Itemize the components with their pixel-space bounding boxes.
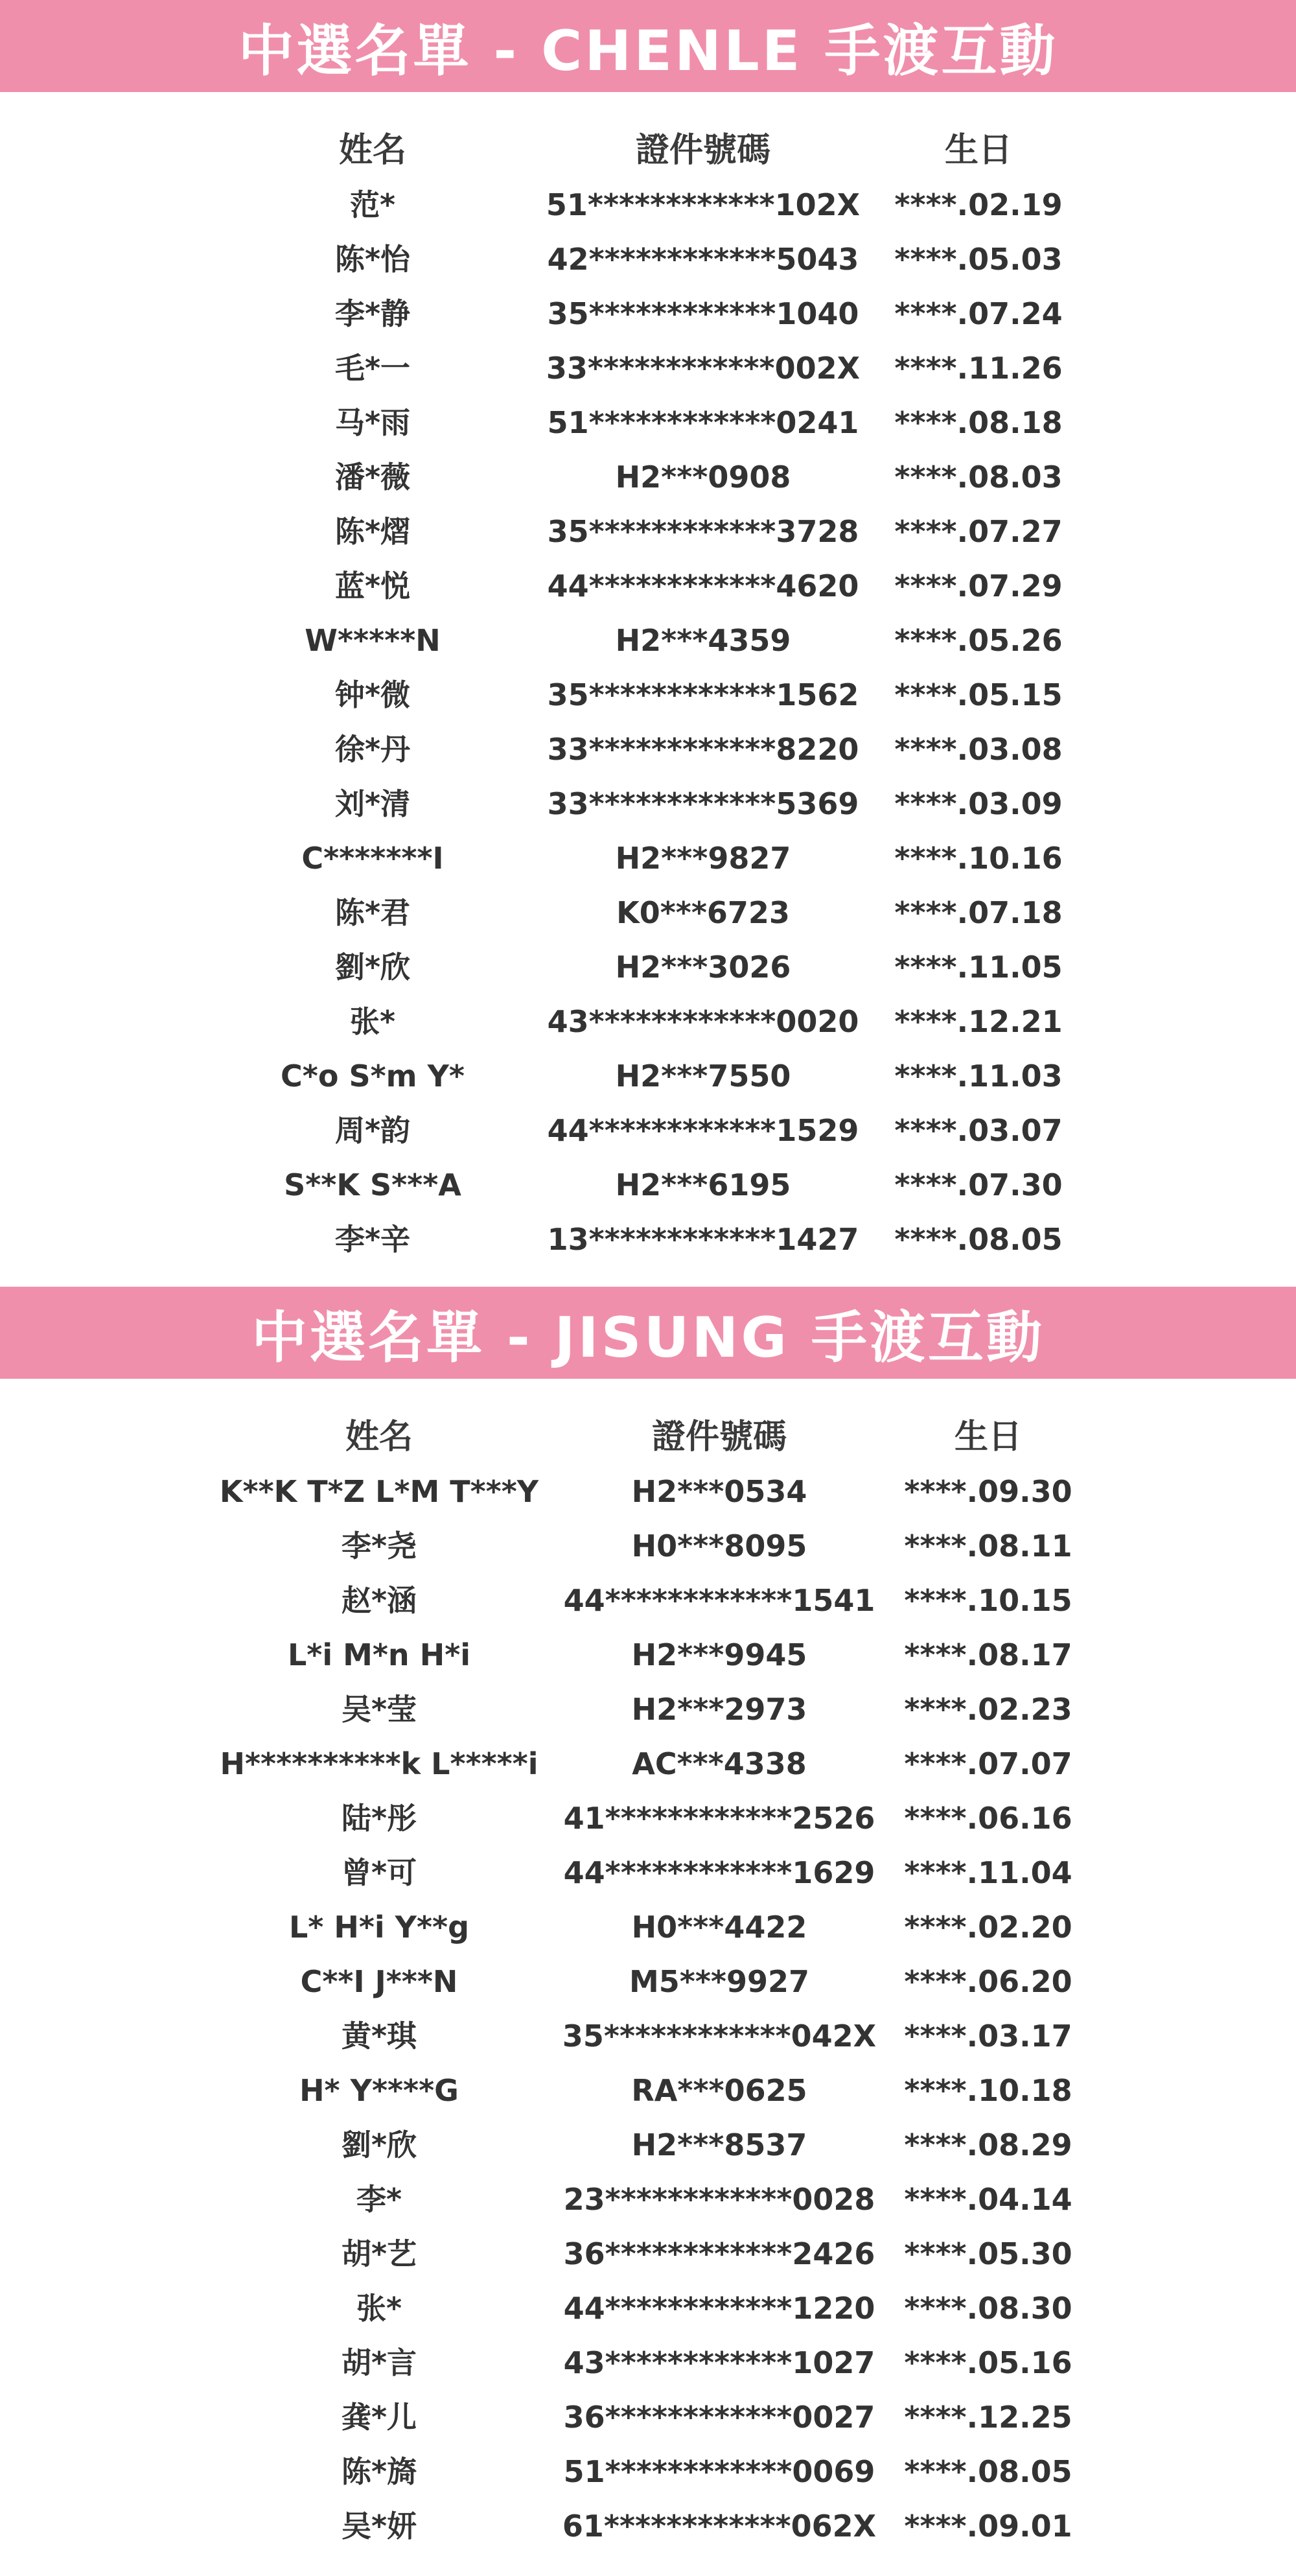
row-birthday: ****.05.16 bbox=[904, 2345, 1072, 2380]
table-header bbox=[0, 123, 1296, 178]
table-row bbox=[0, 232, 1296, 287]
row-id-number: H0***8095 bbox=[631, 1528, 807, 1563]
row-birthday: ****.09.30 bbox=[904, 1474, 1072, 1509]
row-name: 黄*琪 bbox=[341, 2019, 417, 2054]
table-row bbox=[0, 885, 1296, 940]
row-name: C*o S*m Y* bbox=[281, 1059, 465, 1094]
row-id-number: H2***3026 bbox=[615, 950, 791, 985]
row-birthday: ****.02.19 bbox=[894, 187, 1063, 222]
table-row bbox=[0, 1158, 1296, 1212]
row-name: 吴*妍 bbox=[341, 2509, 417, 2544]
row-birthday: ****.08.05 bbox=[904, 2454, 1072, 2489]
row-birthday: ****.07.30 bbox=[894, 1167, 1063, 1202]
winner-list-jisung bbox=[0, 1287, 1296, 2553]
row-birthday: ****.08.17 bbox=[904, 1637, 1072, 1672]
row-birthday: ****.12.25 bbox=[904, 2400, 1072, 2435]
row-id-number: H2***0908 bbox=[615, 460, 791, 495]
row-name: 劉*欣 bbox=[334, 950, 411, 985]
row-name: 吴*莹 bbox=[341, 1692, 417, 1727]
header-name: 姓名 bbox=[345, 1418, 413, 1457]
table-row bbox=[0, 1900, 1296, 1954]
table-row bbox=[0, 1103, 1296, 1158]
row-id-number: 42************5043 bbox=[547, 242, 859, 277]
row-name: 陈*熠 bbox=[334, 514, 411, 549]
row-name: 赵*涵 bbox=[341, 1583, 417, 1618]
table-row bbox=[0, 2281, 1296, 2336]
table-row bbox=[0, 504, 1296, 559]
row-id-number: 41************2526 bbox=[563, 1801, 875, 1836]
row-name: 陈*君 bbox=[334, 895, 411, 930]
row-birthday: ****.08.29 bbox=[904, 2127, 1072, 2162]
table-row bbox=[0, 178, 1296, 232]
table-row bbox=[0, 722, 1296, 777]
row-birthday: ****.05.30 bbox=[904, 2236, 1072, 2271]
table-row bbox=[0, 1519, 1296, 1573]
header-name: 姓名 bbox=[338, 131, 406, 170]
row-id-number: 44************4620 bbox=[547, 568, 859, 603]
row-birthday: ****.11.03 bbox=[894, 1059, 1063, 1094]
row-birthday: ****.04.14 bbox=[904, 2182, 1072, 2217]
row-birthday: ****.02.23 bbox=[904, 1692, 1072, 1727]
row-birthday: ****.09.01 bbox=[904, 2509, 1072, 2544]
row-birthday: ****.05.03 bbox=[894, 242, 1063, 277]
row-name: 刘*清 bbox=[334, 786, 411, 821]
row-id-number: 44************1220 bbox=[563, 2291, 875, 2326]
table-row bbox=[0, 831, 1296, 885]
row-id-number: 35************042X bbox=[562, 2019, 877, 2054]
row-id-number: 51************0069 bbox=[563, 2454, 875, 2489]
row-birthday: ****.06.20 bbox=[904, 1964, 1072, 1999]
table-row bbox=[0, 1845, 1296, 1900]
row-birthday: ****.05.26 bbox=[894, 623, 1063, 658]
row-name: 胡*艺 bbox=[341, 2236, 417, 2271]
row-id-number: 61************062X bbox=[562, 2509, 877, 2544]
table-row bbox=[0, 1212, 1296, 1267]
table-row bbox=[0, 1573, 1296, 1628]
row-id-number: H2***6195 bbox=[615, 1167, 791, 1202]
row-id-number: 44************1541 bbox=[563, 1583, 875, 1618]
row-id-number: 33************5369 bbox=[547, 786, 859, 821]
row-birthday: ****.10.16 bbox=[894, 841, 1063, 876]
row-name: 李* bbox=[356, 2182, 402, 2217]
table-body bbox=[0, 178, 1296, 1267]
row-id-number: 43************1027 bbox=[563, 2345, 875, 2380]
row-birthday: ****.02.20 bbox=[904, 1910, 1072, 1945]
row-birthday: ****.08.18 bbox=[894, 405, 1063, 440]
header-birthday: 生日 bbox=[944, 131, 1012, 170]
row-id-number: 35************3728 bbox=[547, 514, 859, 549]
row-name: 蓝*悦 bbox=[334, 568, 411, 603]
section-title-banner: 中選名單 - JISUNG 手渡互動 bbox=[0, 1287, 1296, 1379]
row-name: 张* bbox=[356, 2291, 402, 2326]
row-id-number: 33************002X bbox=[546, 351, 861, 386]
row-id-number: 51************102X bbox=[546, 187, 861, 222]
table-row bbox=[0, 1464, 1296, 1519]
row-birthday: ****.08.05 bbox=[894, 1222, 1063, 1257]
row-id-number: H0***4422 bbox=[631, 1910, 807, 1945]
row-birthday: ****.03.09 bbox=[894, 786, 1063, 821]
row-name: H**********k L*****i bbox=[220, 1746, 538, 1781]
row-name: W*****N bbox=[305, 623, 441, 658]
row-birthday: ****.11.26 bbox=[894, 351, 1063, 386]
row-birthday: ****.07.24 bbox=[894, 296, 1063, 331]
row-name: C**I J***N bbox=[300, 1964, 458, 1999]
row-id-number: 35************1562 bbox=[547, 677, 859, 712]
table-row bbox=[0, 450, 1296, 504]
row-name: 陈*旖 bbox=[341, 2454, 417, 2489]
table-row bbox=[0, 2444, 1296, 2499]
header-birthday: 生日 bbox=[954, 1418, 1022, 1457]
row-id-number: K0***6723 bbox=[616, 895, 790, 930]
row-id-number: 35************1040 bbox=[547, 296, 859, 331]
table-row bbox=[0, 2063, 1296, 2118]
table-row bbox=[0, 2499, 1296, 2553]
row-name: 潘*薇 bbox=[334, 460, 411, 495]
row-id-number: 51************0241 bbox=[547, 405, 859, 440]
table-row bbox=[0, 2227, 1296, 2281]
row-name: H* Y****G bbox=[299, 2073, 459, 2108]
row-name: 钟*微 bbox=[334, 677, 411, 712]
row-name: 范* bbox=[349, 187, 396, 222]
row-id-number: H2***2973 bbox=[631, 1692, 807, 1727]
row-name: 李*尧 bbox=[341, 1528, 417, 1563]
table-row bbox=[0, 1682, 1296, 1737]
row-birthday: ****.03.08 bbox=[894, 732, 1063, 767]
row-birthday: ****.03.17 bbox=[904, 2019, 1072, 2054]
row-name: 劉*欣 bbox=[341, 2127, 417, 2162]
table-row bbox=[0, 668, 1296, 722]
row-birthday: ****.08.11 bbox=[904, 1528, 1072, 1563]
row-id-number: 44************1529 bbox=[547, 1113, 859, 1148]
row-id-number: 13************1427 bbox=[547, 1222, 859, 1257]
row-birthday: ****.10.18 bbox=[904, 2073, 1072, 2108]
row-name: 李*静 bbox=[334, 296, 411, 331]
row-birthday: ****.08.03 bbox=[894, 460, 1063, 495]
row-id-number: H2***8537 bbox=[631, 2127, 807, 2162]
row-id-number: 33************8220 bbox=[547, 732, 859, 767]
row-name: 曾*可 bbox=[341, 1855, 417, 1890]
row-name: 陈*怡 bbox=[334, 242, 411, 277]
winner-table bbox=[0, 1410, 1296, 2553]
row-name: 陆*彤 bbox=[341, 1801, 417, 1836]
section-title-banner: 中選名單 - CHENLE 手渡互動 bbox=[0, 0, 1296, 92]
table-row bbox=[0, 341, 1296, 395]
row-birthday: ****.07.29 bbox=[894, 568, 1063, 603]
row-id-number: RA***0625 bbox=[631, 2073, 807, 2108]
row-id-number: H2***9827 bbox=[615, 841, 791, 876]
header-id-number: 證件號碼 bbox=[651, 1418, 787, 1457]
row-name: 龚*儿 bbox=[341, 2400, 417, 2435]
row-id-number: AC***4338 bbox=[632, 1746, 807, 1781]
row-birthday: ****.07.27 bbox=[894, 514, 1063, 549]
table-body bbox=[0, 1464, 1296, 2553]
row-id-number: H2***7550 bbox=[615, 1059, 791, 1094]
row-name: S**K S***A bbox=[284, 1167, 461, 1202]
table-row bbox=[0, 1737, 1296, 1791]
winner-list-chenle bbox=[0, 0, 1296, 1267]
table-row bbox=[0, 2009, 1296, 2063]
row-name: L* H*i Y**g bbox=[288, 1910, 470, 1945]
row-birthday: ****.07.18 bbox=[894, 895, 1063, 930]
row-birthday: ****.10.15 bbox=[904, 1583, 1072, 1618]
row-id-number: 43************0020 bbox=[547, 1004, 859, 1039]
row-birthday: ****.05.15 bbox=[894, 677, 1063, 712]
table-row bbox=[0, 2390, 1296, 2444]
row-birthday: ****.11.04 bbox=[904, 1855, 1072, 1890]
row-id-number: H2***4359 bbox=[615, 623, 791, 658]
row-name: 马*雨 bbox=[334, 405, 411, 440]
row-name: 张* bbox=[349, 1004, 396, 1039]
table-row bbox=[0, 1791, 1296, 1845]
table-row bbox=[0, 613, 1296, 668]
table-header bbox=[0, 1410, 1296, 1464]
table-row bbox=[0, 395, 1296, 450]
row-id-number: 36************0027 bbox=[563, 2400, 875, 2435]
row-birthday: ****.12.21 bbox=[894, 1004, 1063, 1039]
table-row bbox=[0, 287, 1296, 341]
table-row bbox=[0, 559, 1296, 613]
winner-table bbox=[0, 123, 1296, 1267]
table-row bbox=[0, 940, 1296, 994]
table-row bbox=[0, 2172, 1296, 2227]
row-id-number: 44************1629 bbox=[563, 1855, 875, 1890]
row-birthday: ****.08.30 bbox=[904, 2291, 1072, 2326]
table-row bbox=[0, 1954, 1296, 2009]
table-row bbox=[0, 2336, 1296, 2390]
header-id-number: 證件號碼 bbox=[635, 131, 770, 170]
row-birthday: ****.07.07 bbox=[904, 1746, 1072, 1781]
row-id-number: 23************0028 bbox=[563, 2182, 875, 2217]
row-birthday: ****.06.16 bbox=[904, 1801, 1072, 1836]
row-name: 周*韵 bbox=[334, 1113, 411, 1148]
row-name: L*i M*n H*i bbox=[287, 1637, 471, 1672]
table-row bbox=[0, 777, 1296, 831]
row-name: K**K T*Z L*M T***Y bbox=[219, 1474, 539, 1509]
row-name: C*******I bbox=[301, 841, 444, 876]
table-row bbox=[0, 2118, 1296, 2172]
table-row bbox=[0, 1628, 1296, 1682]
row-id-number: M5***9927 bbox=[629, 1964, 809, 1999]
table-row bbox=[0, 1049, 1296, 1103]
row-name: 胡*言 bbox=[341, 2345, 417, 2380]
row-id-number: 36************2426 bbox=[563, 2236, 875, 2271]
row-id-number: H2***0534 bbox=[631, 1474, 807, 1509]
row-name: 毛*一 bbox=[334, 351, 411, 386]
row-birthday: ****.03.07 bbox=[894, 1113, 1063, 1148]
row-birthday: ****.11.05 bbox=[894, 950, 1063, 985]
row-name: 徐*丹 bbox=[334, 732, 411, 767]
row-name: 李*辛 bbox=[334, 1222, 411, 1257]
table-row bbox=[0, 994, 1296, 1049]
row-id-number: H2***9945 bbox=[631, 1637, 807, 1672]
